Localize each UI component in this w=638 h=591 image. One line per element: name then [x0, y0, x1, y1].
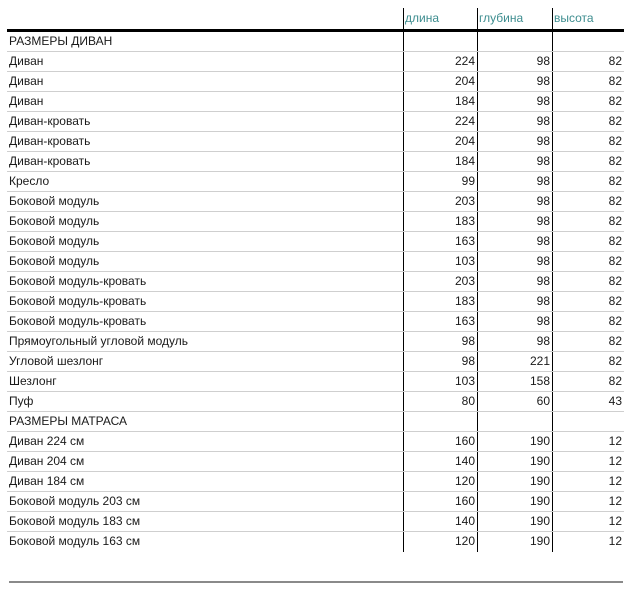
table-row [7, 72, 624, 92]
table-row [7, 272, 624, 292]
column-header-height: высота [552, 8, 624, 29]
table-row [7, 392, 624, 412]
section-heading-row [7, 32, 624, 52]
cell-length: 99 [403, 172, 477, 191]
cell-name: Боковой модуль-кровать [9, 274, 147, 288]
cell-height: 82 [552, 152, 624, 171]
cell-length: 203 [403, 192, 477, 211]
cell-name: Диван-кровать [9, 134, 91, 148]
cell-length [403, 412, 477, 431]
cell-height: 12 [552, 492, 624, 511]
cell-depth: 98 [477, 152, 552, 171]
cell-length: 120 [403, 532, 477, 552]
cell-name: Диван 204 см [9, 454, 85, 468]
cell-name: Угловой шезлонг [9, 354, 104, 368]
cell-depth: 60 [477, 392, 552, 411]
cell-height [552, 412, 624, 431]
cell-depth: 221 [477, 352, 552, 371]
cell-length: 184 [403, 92, 477, 111]
cell-depth: 98 [477, 172, 552, 191]
cell-length: 160 [403, 432, 477, 451]
cell-name: Кресло [9, 174, 50, 188]
section-title: РАЗМЕРЫ ДИВАН [9, 34, 113, 48]
cell-length: 204 [403, 72, 477, 91]
cell-height: 82 [552, 172, 624, 191]
table-row [7, 452, 624, 472]
cell-length: 120 [403, 472, 477, 491]
cell-depth: 98 [477, 252, 552, 271]
cell-height: 82 [552, 372, 624, 391]
table-header [7, 8, 624, 32]
cell-height: 82 [552, 132, 624, 151]
cell-length: 183 [403, 292, 477, 311]
cell-length: 224 [403, 52, 477, 71]
cell-length: 163 [403, 232, 477, 251]
dimensions-table [7, 8, 624, 552]
table-row [7, 132, 624, 152]
table-row [7, 512, 624, 532]
cell-name: Прямоугольный угловой модуль [9, 334, 189, 348]
cell-height: 82 [552, 312, 624, 331]
cell-length: 103 [403, 252, 477, 271]
column-header-length: длина [403, 8, 477, 29]
cell-depth: 98 [477, 332, 552, 351]
cell-height: 82 [552, 212, 624, 231]
cell-length: 163 [403, 312, 477, 331]
cell-depth: 98 [477, 92, 552, 111]
cell-height: 82 [552, 332, 624, 351]
cell-name: Диван 184 см [9, 474, 85, 488]
cell-height: 82 [552, 112, 624, 131]
cell-depth: 98 [477, 312, 552, 331]
cell-name: Боковой модуль-кровать [9, 294, 147, 308]
table-body [7, 32, 624, 552]
table-row [7, 372, 624, 392]
cell-name: Боковой модуль 203 см [9, 494, 141, 508]
cell-height: 12 [552, 472, 624, 491]
cell-height: 12 [552, 452, 624, 471]
cell-name: Боковой модуль [9, 194, 100, 208]
cell-depth: 190 [477, 532, 552, 552]
cell-length: 140 [403, 452, 477, 471]
cell-depth [477, 32, 552, 51]
table-row [7, 352, 624, 372]
cell-length: 80 [403, 392, 477, 411]
cell-name: Боковой модуль [9, 234, 100, 248]
cell-height: 12 [552, 432, 624, 451]
cell-name: Боковой модуль 183 см [9, 514, 141, 528]
cell-length: 204 [403, 132, 477, 151]
cell-depth: 190 [477, 492, 552, 511]
cell-depth: 98 [477, 212, 552, 231]
table-row [7, 332, 624, 352]
table-row [7, 472, 624, 492]
cell-name: Пуф [9, 394, 34, 408]
cell-length: 183 [403, 212, 477, 231]
cell-name: Диван-кровать [9, 154, 91, 168]
cell-height: 82 [552, 272, 624, 291]
cell-name: Боковой модуль-кровать [9, 314, 147, 328]
table-row [7, 532, 624, 552]
cell-length: 103 [403, 372, 477, 391]
cell-name: Диван [9, 54, 44, 68]
cell-name: Диван-кровать [9, 114, 91, 128]
cell-depth: 98 [477, 232, 552, 251]
table-row [7, 432, 624, 452]
cell-depth [477, 412, 552, 431]
cell-depth: 98 [477, 112, 552, 131]
table-row [7, 152, 624, 172]
table-row [7, 192, 624, 212]
cell-name: Боковой модуль 163 см [9, 534, 141, 548]
cell-height: 12 [552, 512, 624, 531]
cell-depth: 190 [477, 452, 552, 471]
cell-height: 82 [552, 352, 624, 371]
cell-depth: 190 [477, 472, 552, 491]
cell-depth: 98 [477, 292, 552, 311]
cell-height: 82 [552, 92, 624, 111]
cell-length: 140 [403, 512, 477, 531]
cell-height: 82 [552, 292, 624, 311]
cell-name: Боковой модуль [9, 214, 100, 228]
cell-length: 184 [403, 152, 477, 171]
cell-name: Боковой модуль [9, 254, 100, 268]
cell-height: 82 [552, 232, 624, 251]
cell-length [403, 32, 477, 51]
cell-length: 98 [403, 352, 477, 371]
header-spacer [7, 8, 403, 29]
table-row [7, 252, 624, 272]
cell-height: 82 [552, 52, 624, 71]
cell-depth: 98 [477, 72, 552, 91]
table-row [7, 52, 624, 72]
cell-height: 82 [552, 192, 624, 211]
cell-length: 160 [403, 492, 477, 511]
cell-depth: 190 [477, 432, 552, 451]
cell-height: 82 [552, 72, 624, 91]
cell-length: 224 [403, 112, 477, 131]
table-row [7, 292, 624, 312]
footer-divider [9, 581, 623, 583]
cell-name: Шезлонг [9, 374, 57, 388]
cell-depth: 98 [477, 132, 552, 151]
cell-height: 43 [552, 392, 624, 411]
cell-name: Диван [9, 74, 44, 88]
cell-depth: 158 [477, 372, 552, 391]
table-row [7, 232, 624, 252]
cell-height [552, 32, 624, 51]
cell-depth: 98 [477, 192, 552, 211]
section-heading-row [7, 412, 624, 432]
section-title: РАЗМЕРЫ МАТРАСА [9, 414, 128, 428]
cell-height: 82 [552, 252, 624, 271]
table-row [7, 312, 624, 332]
cell-name: Диван [9, 94, 44, 108]
cell-depth: 98 [477, 272, 552, 291]
cell-height: 12 [552, 532, 624, 552]
table-row [7, 112, 624, 132]
table-row [7, 492, 624, 512]
column-header-depth: глубина [477, 8, 552, 29]
cell-length: 203 [403, 272, 477, 291]
cell-length: 98 [403, 332, 477, 351]
cell-depth: 98 [477, 52, 552, 71]
table-row [7, 92, 624, 112]
table-row [7, 212, 624, 232]
cell-name: Диван 224 см [9, 434, 85, 448]
table-row [7, 172, 624, 192]
cell-depth: 190 [477, 512, 552, 531]
